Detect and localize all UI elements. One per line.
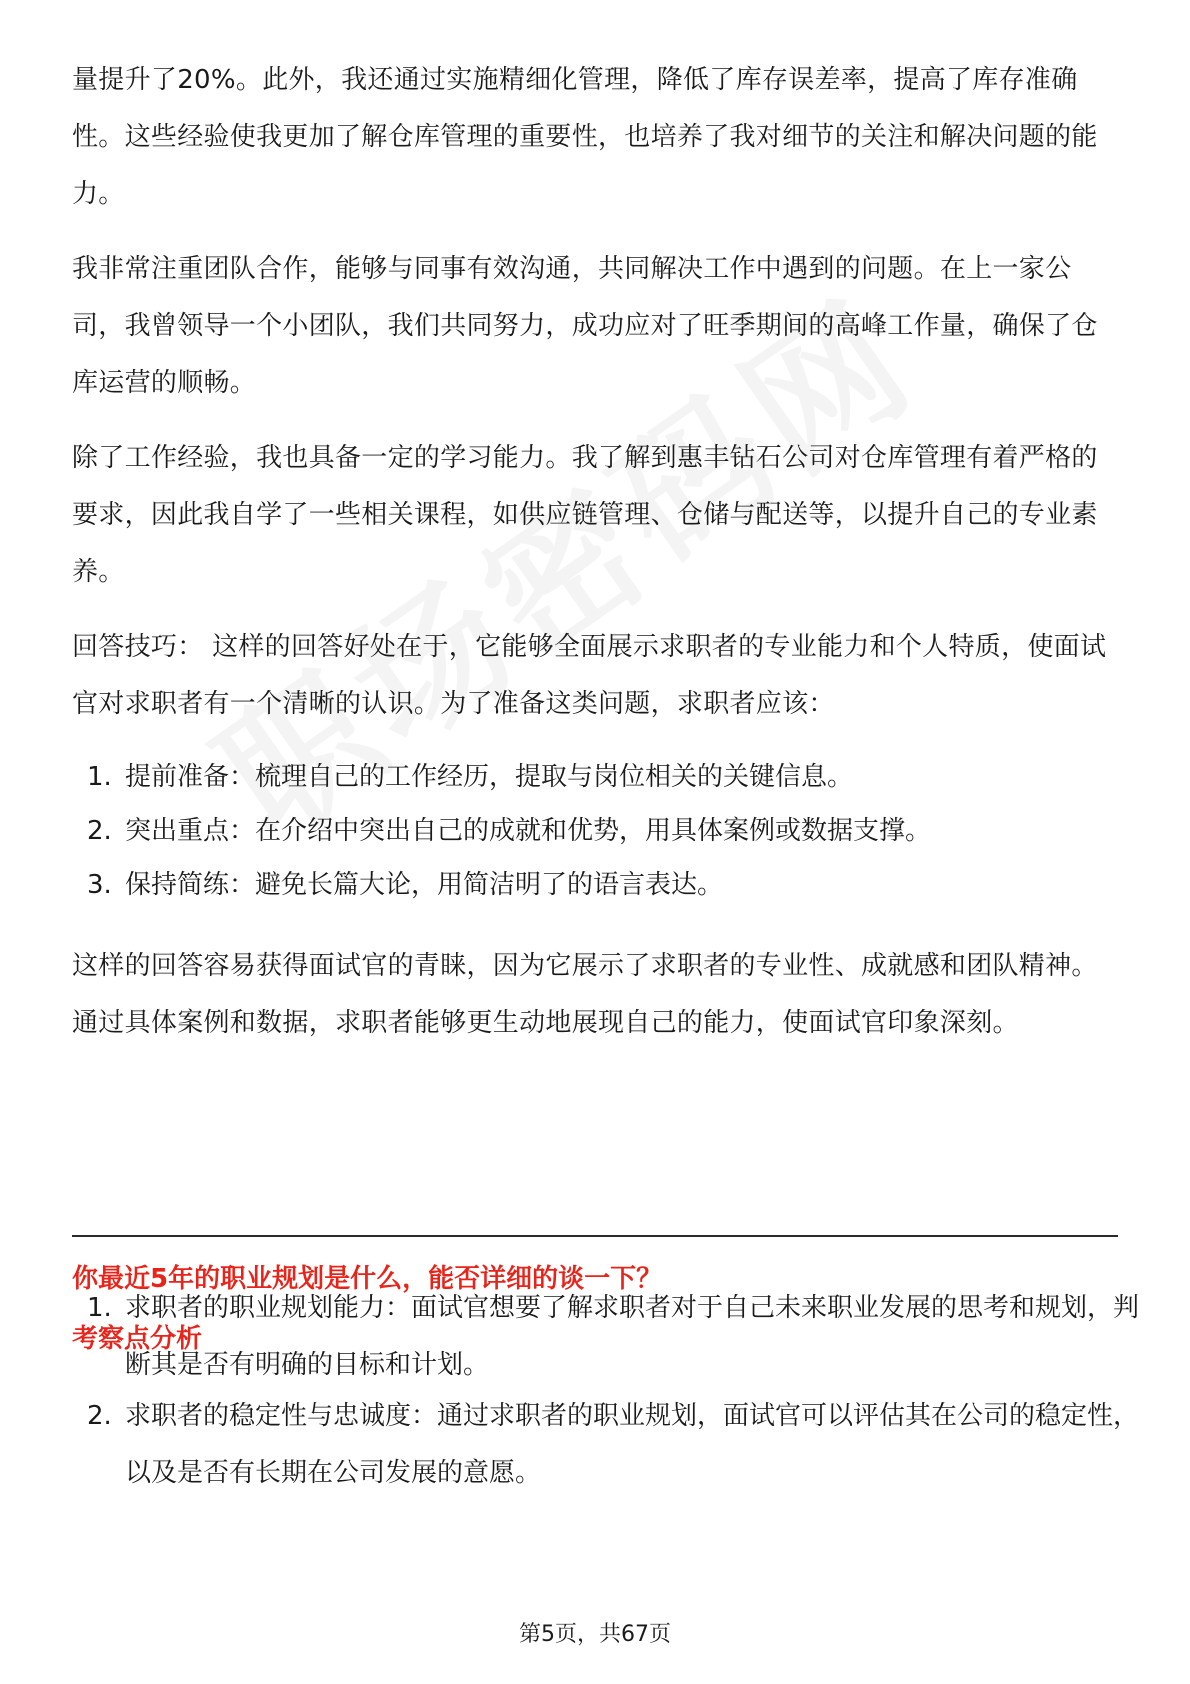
list-text: 求职者的职业规划能力：面试官想要了解求职者对于自己未来职业发展的思考和规划，判断其是否有明确的目标和计划。 bbox=[125, 1293, 1140, 1380]
list-number: 2. bbox=[87, 816, 112, 846]
paragraph-summary: 这样的回答容易获得面试官的青睐，因为它展示了求职者的专业性、成就感和团队精神。通过具体案例和数据，求职者能够更生动地展现自己的能力，使面试官印象深刻。 bbox=[72, 951, 1098, 1038]
list-number: 1. bbox=[87, 762, 112, 792]
paragraph-experience: 量提升了20%。此外，我还通过实施精细化管理，降低了库存误差率，提高了库存准确性。这些经验使我更加了解仓库管理的重要性，也培养了我对细节的关注和解决问题的能力。 bbox=[72, 65, 1098, 209]
list-item bbox=[87, 803, 1118, 860]
list-text: 保持简练：避免长篇大论，用简洁明了的语言表达。 bbox=[125, 870, 724, 900]
list-text: 提前准备：梳理自己的工作经历，提取与岗位相关的关键信息。 bbox=[125, 762, 854, 792]
list-number: 1. bbox=[87, 1293, 112, 1323]
list-number: 2. bbox=[87, 1401, 112, 1431]
question-heading: 你最近5年的职业规划是什么，能否详细的谈一下？ bbox=[72, 1264, 663, 1294]
list-item bbox=[87, 857, 1118, 914]
page-footer: 第5页，共67页 bbox=[519, 1622, 671, 1647]
paragraph-answer-tips: 回答技巧： 这样的回答好处在于，它能够全面展示求职者的专业能力和个人特质，使面试官对求职者有一个清晰的认识。为了准备这类问题，求职者应该： bbox=[72, 632, 1107, 719]
list-number: 3. bbox=[87, 870, 112, 900]
list-text: 突出重点：在介绍中突出自己的成就和优势，用具体案例或数据支撑。 bbox=[125, 816, 932, 846]
list-item bbox=[87, 1388, 1156, 1502]
paragraph-learning: 除了工作经验，我也具备一定的学习能力。我了解到惠丰钻石公司对仓库管理有着严格的要求，因此我自学了一些相关课程，如供应链管理、仓储与配送等，以提升自己的专业素养。 bbox=[72, 443, 1098, 587]
list-text: 求职者的稳定性与忠诚度：通过求职者的职业规划，面试官可以评估其在公司的稳定性，以及是否有长期在公司发展的意愿。 bbox=[125, 1401, 1140, 1488]
list-item bbox=[87, 749, 1118, 806]
list-item bbox=[87, 1280, 1156, 1394]
section-divider bbox=[72, 1235, 1118, 1237]
analysis-heading: 考察点分析 bbox=[72, 1324, 203, 1354]
paragraph-teamwork: 我非常注重团队合作，能够与同事有效沟通，共同解决工作中遇到的问题。在上一家公司，我曾领导一个小团队，我们共同努力，成功应对了旺季期间的高峰工作量，确保了仓库运营的顺畅。 bbox=[72, 254, 1098, 398]
